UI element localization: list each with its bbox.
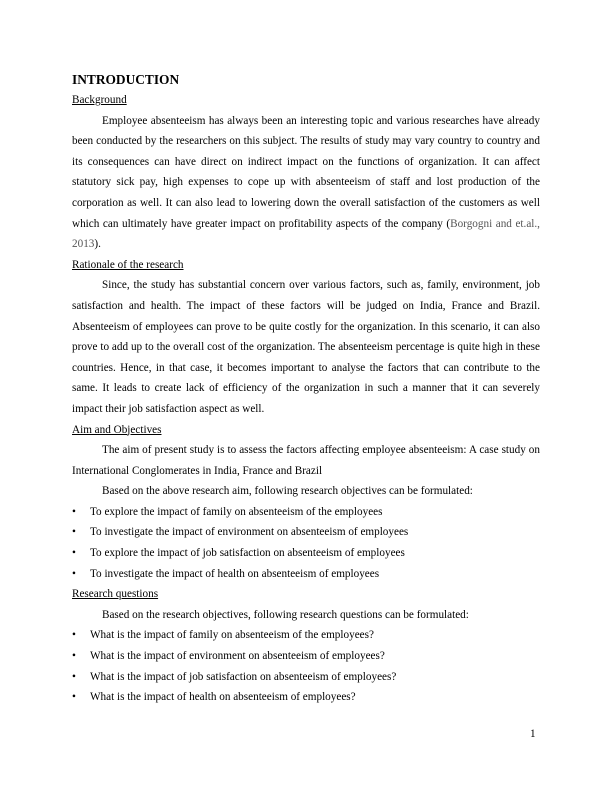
objectives-intro: Based on the above research aim, following research objectives can be formulated: (102, 485, 473, 498)
list-item (72, 625, 540, 646)
list-item-text: To explore the impact of family on absenteeism of the employees (90, 505, 383, 518)
aim-heading: Aim and Objectives (72, 423, 162, 436)
objectives-list (72, 502, 540, 584)
aim-paragraph: The aim of present study is to assess the factors affecting employee absenteeism: A case study on International Conglomerates in India, France and Brazil (72, 444, 540, 477)
list-item-text: What is the impact of health on absenteeism of employees? (90, 691, 356, 704)
page-title: INTRODUCTION (72, 72, 180, 87)
background-paragraph (72, 111, 540, 255)
bullet-icon: • (72, 547, 76, 560)
list-item (72, 502, 540, 523)
list-item-text: To investigate the impact of environment on absenteeism of employees (90, 526, 409, 539)
bullet-icon: • (72, 526, 76, 539)
document-page (72, 70, 540, 708)
background-heading: Background (72, 94, 127, 106)
list-item (72, 564, 540, 585)
bullet-icon: • (72, 505, 76, 518)
questions-intro: Based on the research objectives, following research questions can be formulated: (102, 608, 469, 621)
list-item (72, 646, 540, 667)
bullet-icon: • (72, 650, 76, 663)
questions-list (72, 625, 540, 707)
bullet-icon: • (72, 629, 76, 642)
bullet-icon: • (72, 670, 76, 683)
list-item-text: What is the impact of family on absenteeism of the employees? (90, 629, 374, 642)
questions-heading: Research questions (72, 588, 159, 601)
bullet-icon: • (72, 691, 76, 704)
background-text-end: ). (94, 238, 101, 251)
background-text: Employee absenteeism has always been an interesting topic and various researches have already been conducted by the researchers on this subject. The results of study may vary country to country and its consequences can have direct on indirect impact on the functions of organization. It can affect statutory sick pay, high expenses to cope up with absenteeism of staff and lost production of the corporation as well. It can also lead to lowering down the overall satisfaction of the customers as well which can ultimately have greater impact on profitability aspects of the company ( (72, 114, 540, 230)
list-item-text: To investigate the impact of health on absenteeism of employees (90, 567, 380, 580)
bullet-icon: • (72, 567, 76, 580)
list-item-text: What is the impact of environment on absenteeism of employees? (90, 650, 385, 663)
list-item (72, 687, 540, 708)
rationale-heading: Rationale of the research (72, 258, 184, 271)
rationale-paragraph: Since, the study has substantial concern over various factors, such as, family, environment, job satisfaction and health. The impact of these factors will be judged on India, France and Brazil. Absenteeism of employees can prove to be quite costly for the organization. In this scenario, it can also prove to add up to the overall cost of the organization. The absenteeism percentage is quite high in these countries. Hence, in that case, it becomes important to analyse the factors that can contribute to the same. It leads to create lack of efficiency of the organization in such a manner that it can severely impact their job satisfaction aspect as well. (72, 279, 540, 415)
page-number: 1 (530, 728, 536, 740)
citation: Borgogni and et.al., 2013 (72, 217, 540, 251)
list-item (72, 667, 540, 688)
list-item (72, 522, 540, 543)
list-item-text: What is the impact of job satisfaction on absenteeism of employees? (90, 670, 397, 683)
list-item (72, 543, 540, 564)
list-item-text: To explore the impact of job satisfaction on absenteeism of employees (90, 547, 405, 560)
